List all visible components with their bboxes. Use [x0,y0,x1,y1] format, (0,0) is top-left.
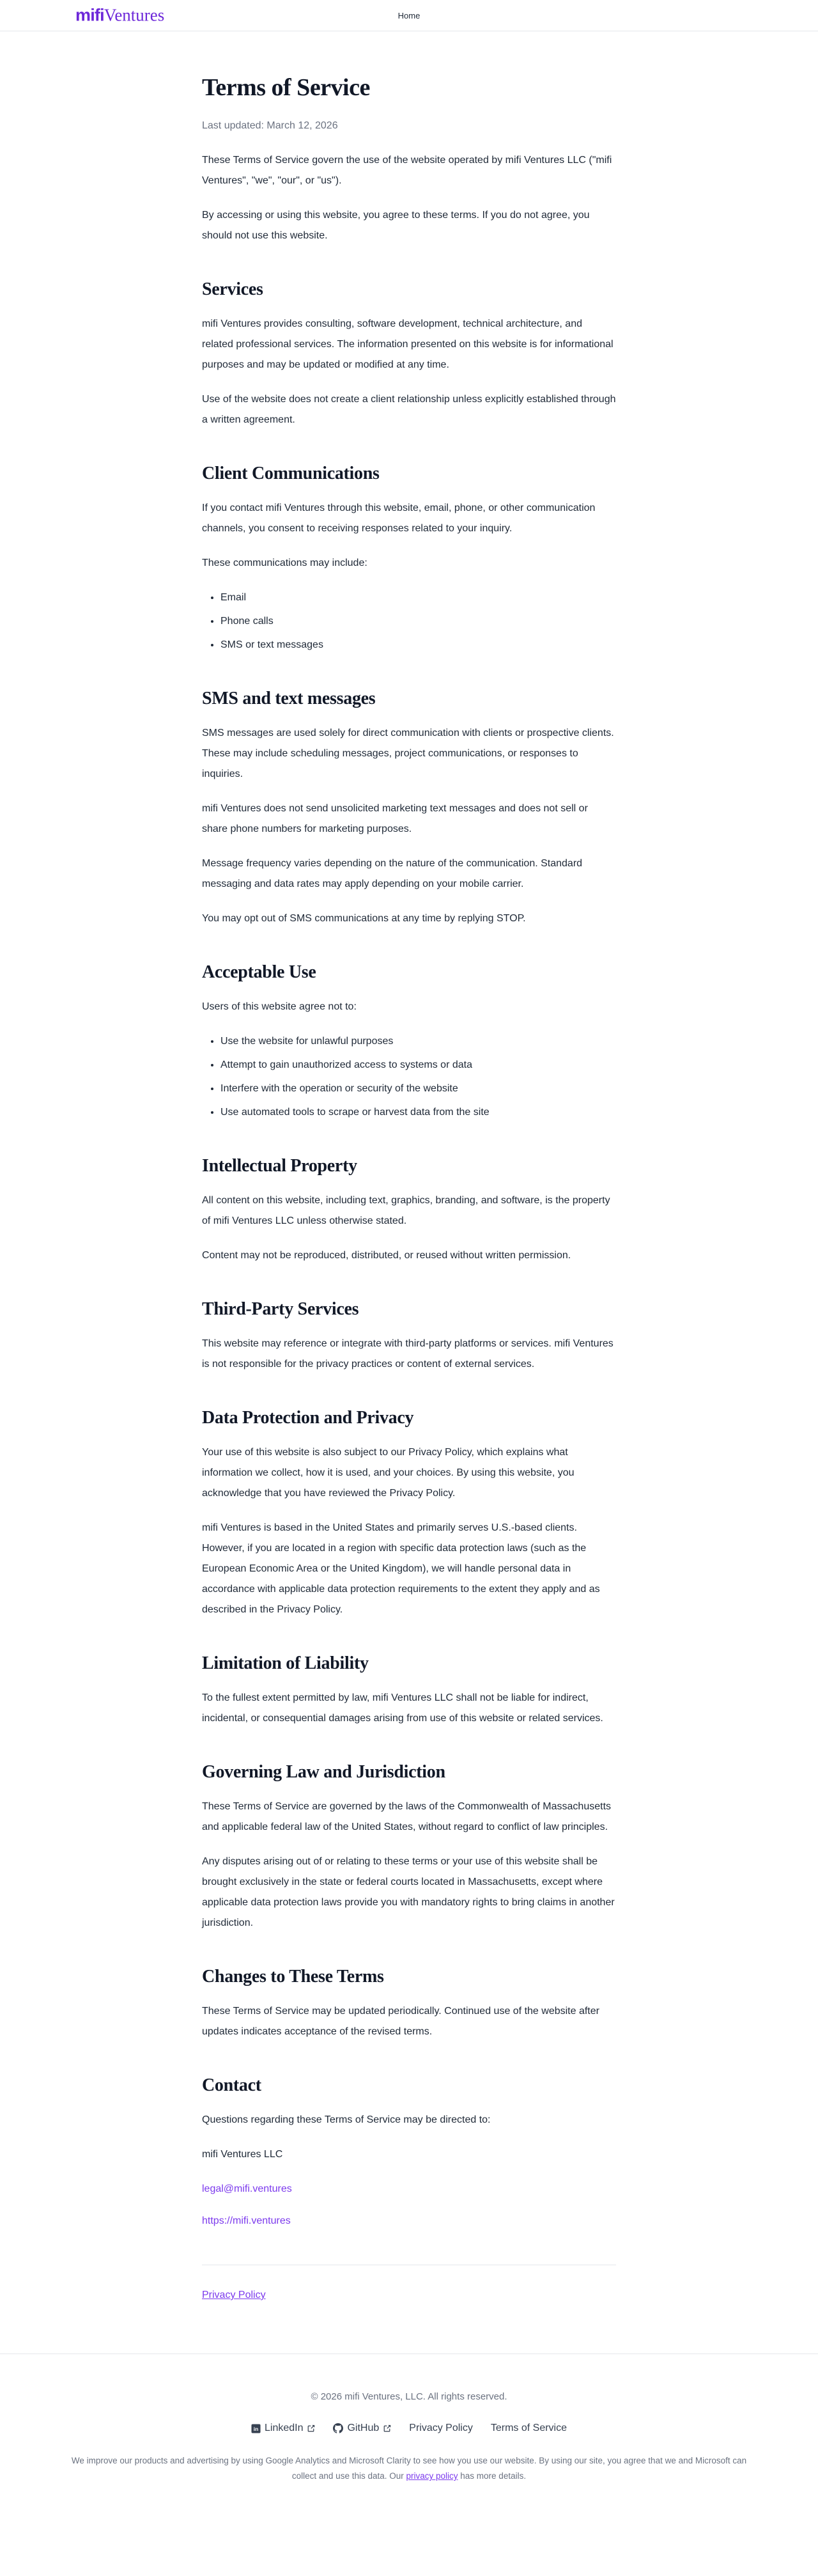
terms-body [202,150,616,2231]
section-heading: Changes to These Terms [202,1967,384,1987]
section-heading: SMS and text messages [202,689,376,708]
paragraph: Content may not be reproduced, distributed, or reused without written permission. [202,1250,571,1261]
paragraph: Use of the website does not create a client relationship unless explicitly established through a written agreement. [202,394,616,425]
copyright-text: © 2026 mifi Ventures, LLC. All rights reserved. [311,2391,507,2402]
logo[interactable] [75,7,164,24]
paragraph: All content on this website, including text, graphics, branding, and software, is the property of mifi Ventures LLC unless otherwise stated. [202,1195,610,1226]
paragraph: This website may reference or integrate with third-party platforms or services. mifi Ventures is not responsible for the privacy practices or content of external services. [202,1338,614,1370]
list-item: • Use automated tools to scrape or harvest data from the site [220,1102,616,1123]
paragraph: To the fullest extent permitted by law, mifi Ventures LLC shall not be liable for indirect, incidental, or consequential damages arising from use of this website or related services. [202,1692,603,1724]
paragraph: mifi Ventures provides consulting, software development, technical architecture, and related professional services. The information presented on this website is for informational purposes and may be updated or modified at any time. [202,318,614,370]
paragraph: Message frequency varies depending on the nature of the communication. Standard messaging and data rates may apply depending on your mobile carrier. [202,858,583,889]
disclosure-text-before: We improve our products and advertising by using Google Analytics and Microsoft Clarity to see how you use our website. By using our site, you agree that we and Microsoft can collect and use this data. Our [71,2456,747,2481]
footer-link-label: Terms of Service [490,2423,567,2433]
paragraph: mifi Ventures does not send unsolicited marketing text messages and does not sell or share phone numbers for marketing purposes. [202,803,588,834]
footer-link-github[interactable] [333,2423,391,2434]
paragraph: You may opt out of SMS communications at any time by replying STOP. [202,913,526,924]
footer-link-label: LinkedIn [264,2423,304,2433]
section-heading: Intellectual Property [202,1156,357,1176]
list-item: • Phone calls [220,611,616,632]
footer-link-terms-of-service[interactable] [491,2423,567,2434]
paragraph: Any disputes arising out of or relating to these terms or your use of this website shall be brought exclusively in the state or federal courts located in Massachusetts, except where applicable data protection laws provide you with mandatory rights to bring claims in another jurisdiction. [202,1856,615,1928]
paragraph: If you contact mifi Ventures through this website, email, phone, or other communication channels, you consent to receiving responses related to your inquiry. [202,503,596,534]
footer-link-label: GitHub [347,2423,380,2433]
section-heading: Acceptable Use [202,962,316,982]
paragraph: These Terms of Service may be updated periodically. Continued use of the website after updates indicates acceptance of the revised terms. [202,2006,599,2037]
footer-link-privacy-policy[interactable] [409,2423,473,2434]
list-item: • SMS or text messages [220,635,616,655]
paragraph: These Terms of Service govern the use of the website operated by mifi Ventures LLC ("mifi Ventures", "we", "our", or "us"). [202,155,612,186]
paragraph: Your use of this website is also subject to our Privacy Policy, which explains what information we collect, how it is used, and your choices. By using this website, you acknowledge that you have reviewed the Privacy Policy. [202,1447,575,1499]
paragraph: mifi Ventures LLC [202,2149,283,2160]
bullet-list [202,1031,616,1123]
section-heading: Client Communications [202,464,380,483]
nav-home[interactable]: Home [397,10,421,20]
list-item: • Use the website for unlawful purposes [220,1031,616,1052]
paragraph: SMS messages are used solely for direct communication with clients or prospective clients. These may include scheduling messages, project communications, or responses to inquiries. [202,728,614,779]
footer-link-linkedin[interactable] [251,2423,316,2434]
svg-text:in: in [253,2425,259,2432]
contact-email-link[interactable]: legal@mifi.ventures [202,2183,292,2194]
analytics-disclosure [70,2453,748,2484]
section-heading: Data Protection and Privacy [202,1408,414,1428]
external-link-icon [383,2424,391,2433]
privacy-policy-link[interactable]: Privacy Policy [202,2290,266,2300]
linkedin-icon [251,2424,261,2433]
external-link-icon [307,2424,315,2433]
section-heading: Governing Law and Jurisdiction [202,1762,445,1782]
disclosure-text-after: has more details. [458,2471,527,2481]
contact-link-line [202,2179,616,2199]
contact-link-line [202,2211,616,2231]
paragraph: These Terms of Service are governed by the laws of the Commonwealth of Massachusetts and applicable federal law of the United States, without regard to conflict of law principles. [202,1801,612,1832]
github-icon [333,2423,343,2433]
paragraph: By accessing or using this website, you agree to these terms. If you do not agree, you should not use this website. [202,210,590,241]
last-updated: Last updated: March 12, 2026 [202,120,338,131]
logo-text-ventures: Ventures [104,5,165,25]
list-item: • Interfere with the operation or security of the website [220,1079,616,1099]
paragraph: mifi Ventures is based in the United States and primarily serves U.S.-based clients. However, if you are located in a region with specific data protection laws (such as the European Economic Area or the United Kingdom), we will handle personal data in accordance with applicable data protection requirements to the extent they apply and as described in the Privacy Policy. [202,1522,600,1615]
site-footer [0,2354,818,2533]
section-heading: Limitation of Liability [202,1653,369,1673]
paragraph: Users of this website agree not to: [202,1001,357,1012]
contact-website-link[interactable]: https://mifi.ventures [202,2215,291,2226]
footer-links [15,2423,803,2434]
section-heading: Third-Party Services [202,1299,359,1319]
section-heading: Contact [202,2075,261,2095]
disclosure-privacy-policy-link[interactable]: privacy policy [406,2471,458,2481]
section-heading: Services [202,279,263,299]
site-header [0,0,818,31]
page-title: Terms of Service [202,74,370,101]
paragraph: Questions regarding these Terms of Service may be directed to: [202,2114,491,2125]
list-item: • Email [220,588,616,608]
main-content [202,31,616,2325]
paragraph: These communications may include: [202,558,367,568]
bullet-list [202,588,616,655]
list-item: • Attempt to gain unauthorized access to systems or data [220,1055,616,1075]
logo-text-mifi: mifi [75,5,104,25]
footer-link-label: Privacy Policy [409,2423,473,2433]
